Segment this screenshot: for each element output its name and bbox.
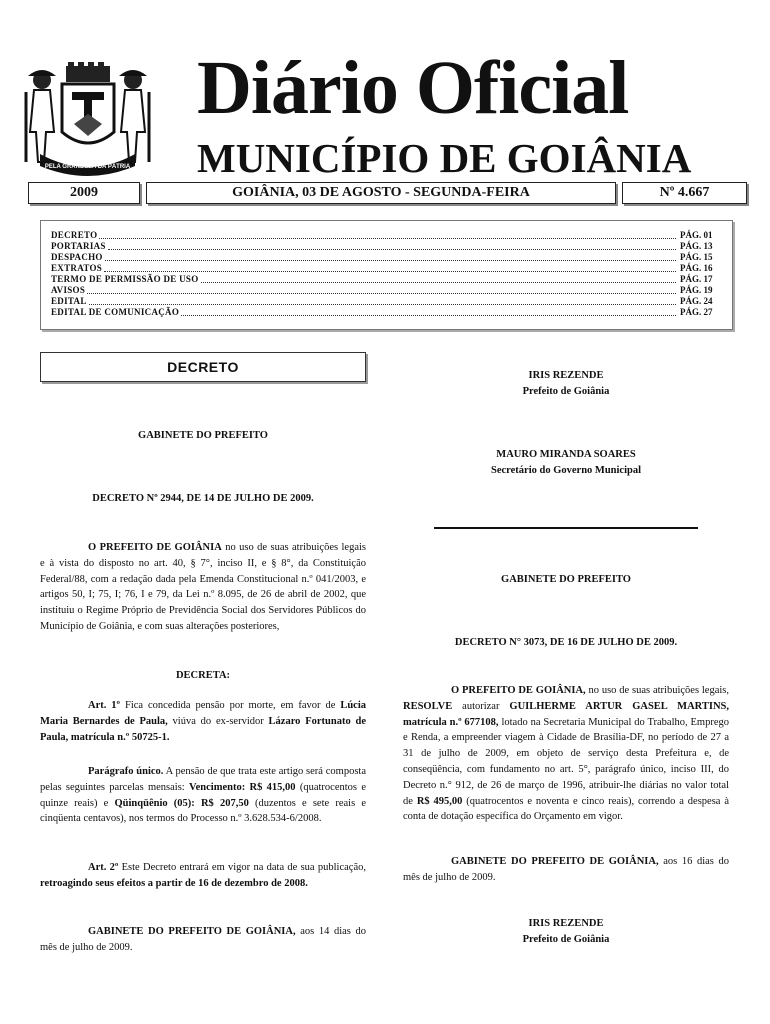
- toc-item-page: PÁG. 19: [680, 284, 713, 295]
- left-closing-text: aos 14 dias do mês de julho de 2009.: [40, 926, 366, 953]
- toc-item: [51, 306, 724, 317]
- section-divider: [434, 527, 698, 529]
- toc-item-label: EDITAL DE COMUNICAÇÃO: [51, 306, 180, 317]
- right-closing-bold: GABINETE DO PREFEITO DE GOIÂNIA,: [451, 856, 659, 867]
- left-preamble-text: no uso de suas atribuições legais e à vista do disposto no art. 40, § 7°, inciso II, e § 8°, da Constituição Federal/88, com a redação dada pela Emenda Constitucional n.º 041/2003, e artigos 50, I; 75, I; 76, I e 79, da Lei n.º 8.095, de 26 de abril de 2002, que instituiu o Regime Próprio de Previdência Social dos Servidores Públicos do Município de Goiânia, e com suas alterações posteriores,: [40, 542, 366, 632]
- right-amount: R$ 495,00: [416, 795, 463, 807]
- art1-text2: viúva do ex-servidor: [167, 715, 269, 727]
- publication-subtitle: MUNICÍPIO DE GOIÂNIA: [197, 135, 692, 181]
- par-text2: (quatrocentos e quinze reais) e: [40, 781, 366, 809]
- art2-text: Este Decreto entrará em vigor na data de sua publicação,: [118, 862, 366, 873]
- left-article-1: [40, 698, 366, 745]
- toc-item: [51, 262, 724, 273]
- right-closing: [403, 854, 729, 886]
- left-paragraph-unico: [40, 764, 366, 827]
- art1-text: Fica concedida pensão por morte, em favor de: [120, 700, 341, 711]
- toc-item-leader: [99, 238, 676, 239]
- toc-item-leader: [89, 304, 676, 305]
- toc-item-page: PÁG. 13: [680, 240, 713, 251]
- edition-year: 2009: [28, 182, 140, 204]
- toc-item: [51, 240, 724, 251]
- right-decree-title: DECRETO N° 3073, DE 16 DE JULHO DE 2009.: [454, 637, 678, 648]
- toc-item-leader: [201, 282, 676, 283]
- signature-3-role: Prefeito de Goiânia: [522, 934, 610, 945]
- toc-item-leader: [108, 249, 676, 250]
- toc-item-label: PORTARIAS: [51, 240, 106, 251]
- toc-item-label: TERMO DE PERMISSÃO DE USO: [51, 273, 199, 284]
- signature-3-name: IRIS REZENDE: [528, 918, 604, 929]
- toc-item-label: DECRETO: [51, 229, 98, 240]
- toc-item-label: AVISOS: [51, 284, 86, 295]
- right-preamble-text2: autorizar: [452, 700, 510, 712]
- section-header-decreto: DECRETO: [40, 352, 366, 382]
- right-preamble-text4: (quatrocentos e noventa e cinco reais), correndo a despesa à conta de dotação específica do Orçamento em vigor.: [403, 795, 729, 823]
- left-office-heading: GABINETE DO PREFEITO: [138, 430, 268, 441]
- left-article-2: [40, 860, 366, 892]
- par-text1: A pensão de que trata este artigo será composta pelas seguintes parcelas mensais:: [40, 766, 367, 793]
- art1-beneficiary: Lúcia Maria Bernardes de Paula,: [40, 700, 366, 727]
- toc-item-label: DESPACHO: [51, 251, 103, 262]
- signature-1-role: Prefeito de Goiânia: [522, 386, 610, 397]
- art2-retroactive: retroagindo seus efeitos a partir de 16 de dezembro de 2008.: [40, 877, 308, 889]
- toc-item-label: EXTRATOS: [51, 262, 103, 273]
- toc-item: [51, 229, 724, 240]
- left-preamble-bold: O PREFEITO DE GOIÂNIA: [88, 542, 222, 553]
- par-label: Parágrafo único.: [88, 766, 164, 777]
- right-preamble: [403, 683, 729, 825]
- left-decreta: DECRETA:: [175, 670, 231, 681]
- signature-2-role: Secretário do Governo Municipal: [491, 465, 641, 476]
- left-closing: [40, 924, 366, 956]
- art2-label: Art. 2º: [88, 862, 119, 873]
- art1-label: Art. 1º: [88, 700, 121, 711]
- edition-number: Nº 4.667: [622, 182, 747, 204]
- left-preamble: [40, 540, 366, 635]
- toc-item-page: PÁG. 17: [680, 273, 713, 284]
- toc-item: [51, 273, 724, 284]
- right-preamble-text3: lotado na Secretaria Municipal do Trabalho, Emprego e Renda, a empreender viagem à Cidade de Brasília-DF, no período de 27 a 31 de julho de 2009, em objeto de serviço desta Prefeitura e, de conseqüência, com fundamento no art. 5°, parágrafo único, inciso III, do Decreto n.° 912, de 26 de março de 1996, atribuir-lhe diárias no valor total de: [403, 716, 729, 807]
- toc-item-leader: [87, 293, 676, 294]
- edition-date: GOIÂNIA, 03 DE AGOSTO - SEGUNDA-FEIRA: [146, 182, 616, 204]
- toc-item-page: PÁG. 15: [680, 251, 713, 262]
- toc-item: [51, 284, 724, 295]
- par-quinquenio: Qüinqüênio (05): R$ 207,50: [114, 797, 249, 809]
- toc-item: [51, 295, 724, 306]
- signature-2-name: MAURO MIRANDA SOARES: [496, 449, 636, 460]
- left-closing-bold: GABINETE DO PREFEITO DE GOIÂNIA,: [88, 926, 296, 937]
- right-resolve: RESOLVE: [403, 700, 453, 712]
- toc-item-leader: [104, 271, 676, 272]
- signature-1-name: IRIS REZENDE: [528, 370, 604, 381]
- emblem-motto: PELA GRANDEZA DA PÁTRIA: [44, 164, 131, 170]
- toc-item-leader: [181, 315, 676, 316]
- publication-title: Diário Oficial: [197, 46, 629, 130]
- par-vencimento: Vencimento: R$ 415,00: [189, 781, 296, 793]
- toc-item-label: EDITAL: [51, 295, 87, 306]
- right-employee: GUILHERME ARTUR GASEL MARTINS, matrícula n.º 677108,: [403, 700, 729, 728]
- toc-item-leader: [105, 260, 676, 261]
- toc-item-page: PÁG. 24: [680, 295, 713, 306]
- par-text3: (duzentos e sete reais e cinqüenta centavos), nos termos do Processo n.º 3.628.534-6/2008.: [40, 797, 367, 825]
- right-preamble-text1: no uso de suas atribuições legais,: [585, 685, 729, 696]
- toc-item-page: PÁG. 01: [680, 229, 713, 240]
- left-decree-title: DECRETO Nº 2944, DE 14 DE JULHO DE 2009.: [92, 493, 314, 504]
- toc-item-page: PÁG. 16: [680, 262, 713, 273]
- right-preamble-bold: O PREFEITO DE GOIÂNIA,: [451, 685, 586, 696]
- art1-former-employee: Lázaro Fortunato de Paula, matrícula n.º 50725-1.: [40, 715, 366, 743]
- right-closing-text: aos 16 dias do mês de julho de 2009.: [403, 856, 729, 883]
- toc-item: [51, 251, 724, 262]
- coat-of-arms-emblem: [20, 62, 155, 180]
- right-office-heading: GABINETE DO PREFEITO: [501, 574, 631, 585]
- table-of-contents: [40, 220, 733, 330]
- toc-item-page: PÁG. 27: [680, 306, 713, 317]
